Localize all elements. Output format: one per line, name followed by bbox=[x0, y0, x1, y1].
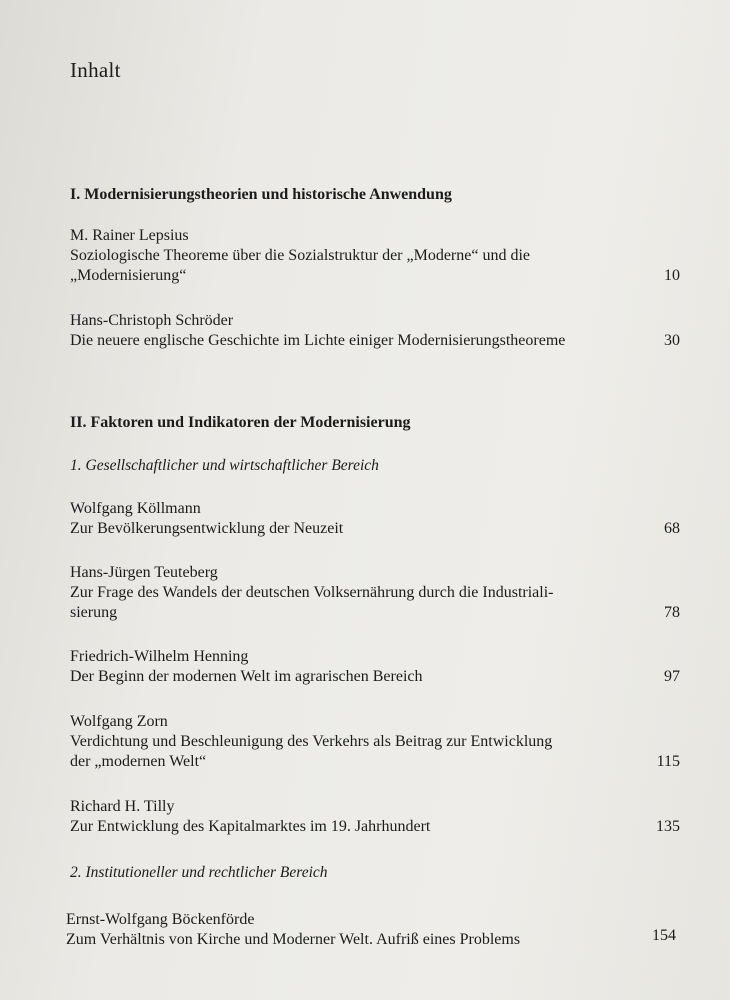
entry-author: Hans-Christoph Schröder bbox=[70, 312, 234, 329]
toc-entry-lepsius bbox=[70, 226, 680, 286]
toc-entry-teuteberg bbox=[70, 563, 680, 623]
entry-title-line: Der Beginn der modernen Welt im agrarischen Bereich bbox=[70, 668, 423, 685]
entry-title-line: „Modernisierung“ bbox=[70, 267, 187, 284]
entry-page-number: 135 bbox=[656, 818, 680, 835]
entry-page-number: 78 bbox=[664, 604, 680, 621]
toc-entry-koellmann bbox=[70, 499, 680, 539]
entry-title-line: Zum Verhältnis von Kirche und Moderner Welt. Aufriß eines Problems bbox=[66, 931, 521, 948]
entry-page-number: 97 bbox=[664, 668, 680, 685]
entry-title-line: Die neuere englische Geschichte im Lichte einiger Modernisierungstheoreme bbox=[70, 332, 566, 349]
toc-entry-henning bbox=[70, 647, 680, 687]
entry-author: Hans-Jürgen Teuteberg bbox=[70, 564, 218, 581]
toc-entry-boeckenfoerde bbox=[66, 910, 676, 950]
entry-title-line: Zur Bevölkerungsentwicklung der Neuzeit bbox=[70, 520, 344, 537]
entry-title-line: Zur Entwicklung des Kapitalmarktes im 19. Jahrhundert bbox=[70, 818, 431, 835]
page-title: Inhalt bbox=[70, 58, 121, 82]
entry-author: Friedrich-Wilhelm Henning bbox=[70, 648, 249, 665]
section-heading-1: I. Modernisierungstheorien und historische Anwendung bbox=[70, 186, 452, 203]
entry-page-number: 68 bbox=[664, 520, 680, 537]
entry-title-line: Verdichtung und Beschleunigung des Verkehrs als Beitrag zur Entwicklung bbox=[70, 733, 553, 750]
entry-page-number: 115 bbox=[656, 753, 680, 770]
subsection-heading-1: 1. Gesellschaftlicher und wirtschaftlicher Bereich bbox=[70, 457, 379, 474]
entry-title-line: Zur Frage des Wandels der deutschen Volksernährung durch die Industriali- bbox=[70, 584, 554, 601]
section-heading-2: II. Faktoren und Indikatoren der Modernisierung bbox=[70, 414, 411, 431]
entry-author: M. Rainer Lepsius bbox=[70, 227, 189, 244]
entry-page-number: 30 bbox=[664, 332, 680, 349]
entry-author: Richard H. Tilly bbox=[70, 798, 175, 815]
entry-title-line: der „modernen Welt“ bbox=[70, 753, 207, 770]
entry-title-line: sierung bbox=[70, 604, 118, 621]
entry-author: Ernst-Wolfgang Böckenförde bbox=[66, 911, 255, 928]
entry-author: Wolfgang Köllmann bbox=[70, 500, 201, 517]
toc-entry-tilly bbox=[70, 797, 680, 837]
entry-page-number: 154 bbox=[652, 927, 676, 944]
toc-entry-schroeder bbox=[70, 311, 680, 351]
subsection-heading-2: 2. Institutioneller und rechtlicher Bereich bbox=[70, 864, 328, 881]
entry-page-number: 10 bbox=[664, 267, 680, 284]
entry-author: Wolfgang Zorn bbox=[70, 713, 168, 730]
toc-entry-zorn bbox=[70, 712, 680, 772]
entry-title-line: Soziologische Theoreme über die Sozialstruktur der „Moderne“ und die bbox=[70, 247, 531, 264]
